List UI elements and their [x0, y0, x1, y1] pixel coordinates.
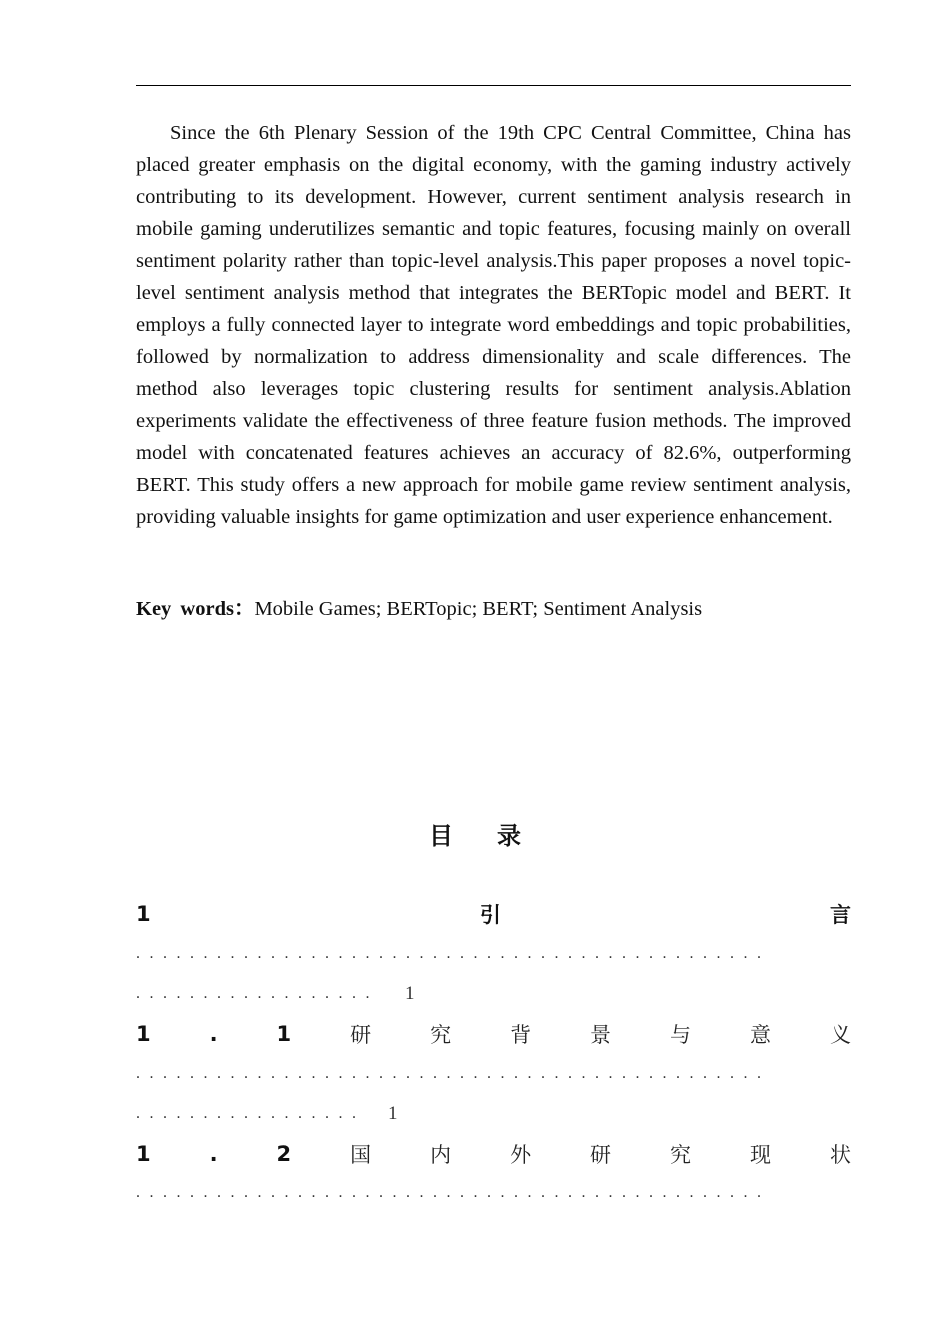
toc-entry-char: 1	[136, 902, 151, 926]
toc-page-number: 1	[405, 983, 415, 1004]
toc-entry-char: 国	[350, 1143, 372, 1167]
toc-page-number: 1	[388, 1103, 398, 1124]
toc-entry-1[interactable]	[136, 897, 851, 931]
toc-entry-char: 与	[670, 1023, 692, 1047]
abstract-body: Since the 6th Plenary Session of the 19th CPC Central Committee, China has placed greater emphasis on the digital economy, with the gaming industry actively contributing to its development. However, current sentiment analysis research in mobile gaming underutilizes semantic and topic features, focusing mainly on overall sentiment polarity rather than topic-level analysis.This paper proposes a novel topic-level sentiment analysis method that integrates the BERTopic model and BERT. It employs a fully connected layer to integrate word embeddings and topic probabilities, followed by normalization to address dimensionality and scale differences. The method also leverages topic clustering results for sentiment analysis.Ablation experiments validate the effectiveness of three feature fusion methods. The improved model with concatenated features achieves an accuracy of 82.6%, outperforming BERT. This study offers a new approach for mobile game review sentiment analysis, providing valuable insights for game optimization and user experience enhancement.	[136, 122, 851, 528]
toc-title: 目录	[429, 822, 565, 850]
toc-entry-1-1[interactable]	[136, 1017, 851, 1051]
toc-leader-dots: .................	[136, 1105, 366, 1122]
toc-entry-char: 现	[749, 1143, 771, 1167]
toc-leader-dots: ...............................................	[136, 945, 771, 962]
keywords-value: Mobile Games; BERTopic; BERT; Sentiment Analysis	[254, 598, 703, 620]
toc-leader-dots: ..................	[136, 985, 379, 1002]
toc-entry-char: 外	[510, 1143, 532, 1167]
toc-entry-char: 引	[479, 903, 501, 927]
toc-entry-char: .	[209, 1022, 218, 1046]
toc-leader-dots: ...............................................	[136, 1184, 771, 1201]
toc-leader-dots: ...............................................	[136, 1065, 771, 1082]
toc-entry-char: 究	[430, 1023, 452, 1047]
toc-entry-char: 意	[749, 1023, 771, 1047]
toc-entry-char: 状	[829, 1143, 851, 1167]
toc-entry-char: 背	[510, 1023, 532, 1047]
toc-entry-char: 2	[276, 1142, 292, 1166]
toc-entry-char: 究	[670, 1143, 692, 1167]
header-rule	[136, 85, 851, 86]
toc-entry-char: 研	[350, 1023, 372, 1047]
toc-entry-char: 义	[829, 1023, 851, 1047]
keywords-label: Key words：	[136, 598, 255, 620]
toc-entry-char: 言	[830, 903, 851, 927]
toc-entry-char: 1	[136, 1142, 151, 1166]
toc-entry-char: .	[209, 1142, 218, 1166]
toc-entry-char: 内	[430, 1143, 452, 1167]
keywords-line	[136, 595, 851, 623]
toc-entry-1-2[interactable]	[136, 1137, 851, 1171]
toc-entry-char: 1	[136, 1022, 151, 1046]
toc-entry-char: 1	[276, 1022, 292, 1046]
toc-entry-char: 研	[590, 1143, 612, 1167]
toc-entry-char: 景	[590, 1023, 612, 1047]
